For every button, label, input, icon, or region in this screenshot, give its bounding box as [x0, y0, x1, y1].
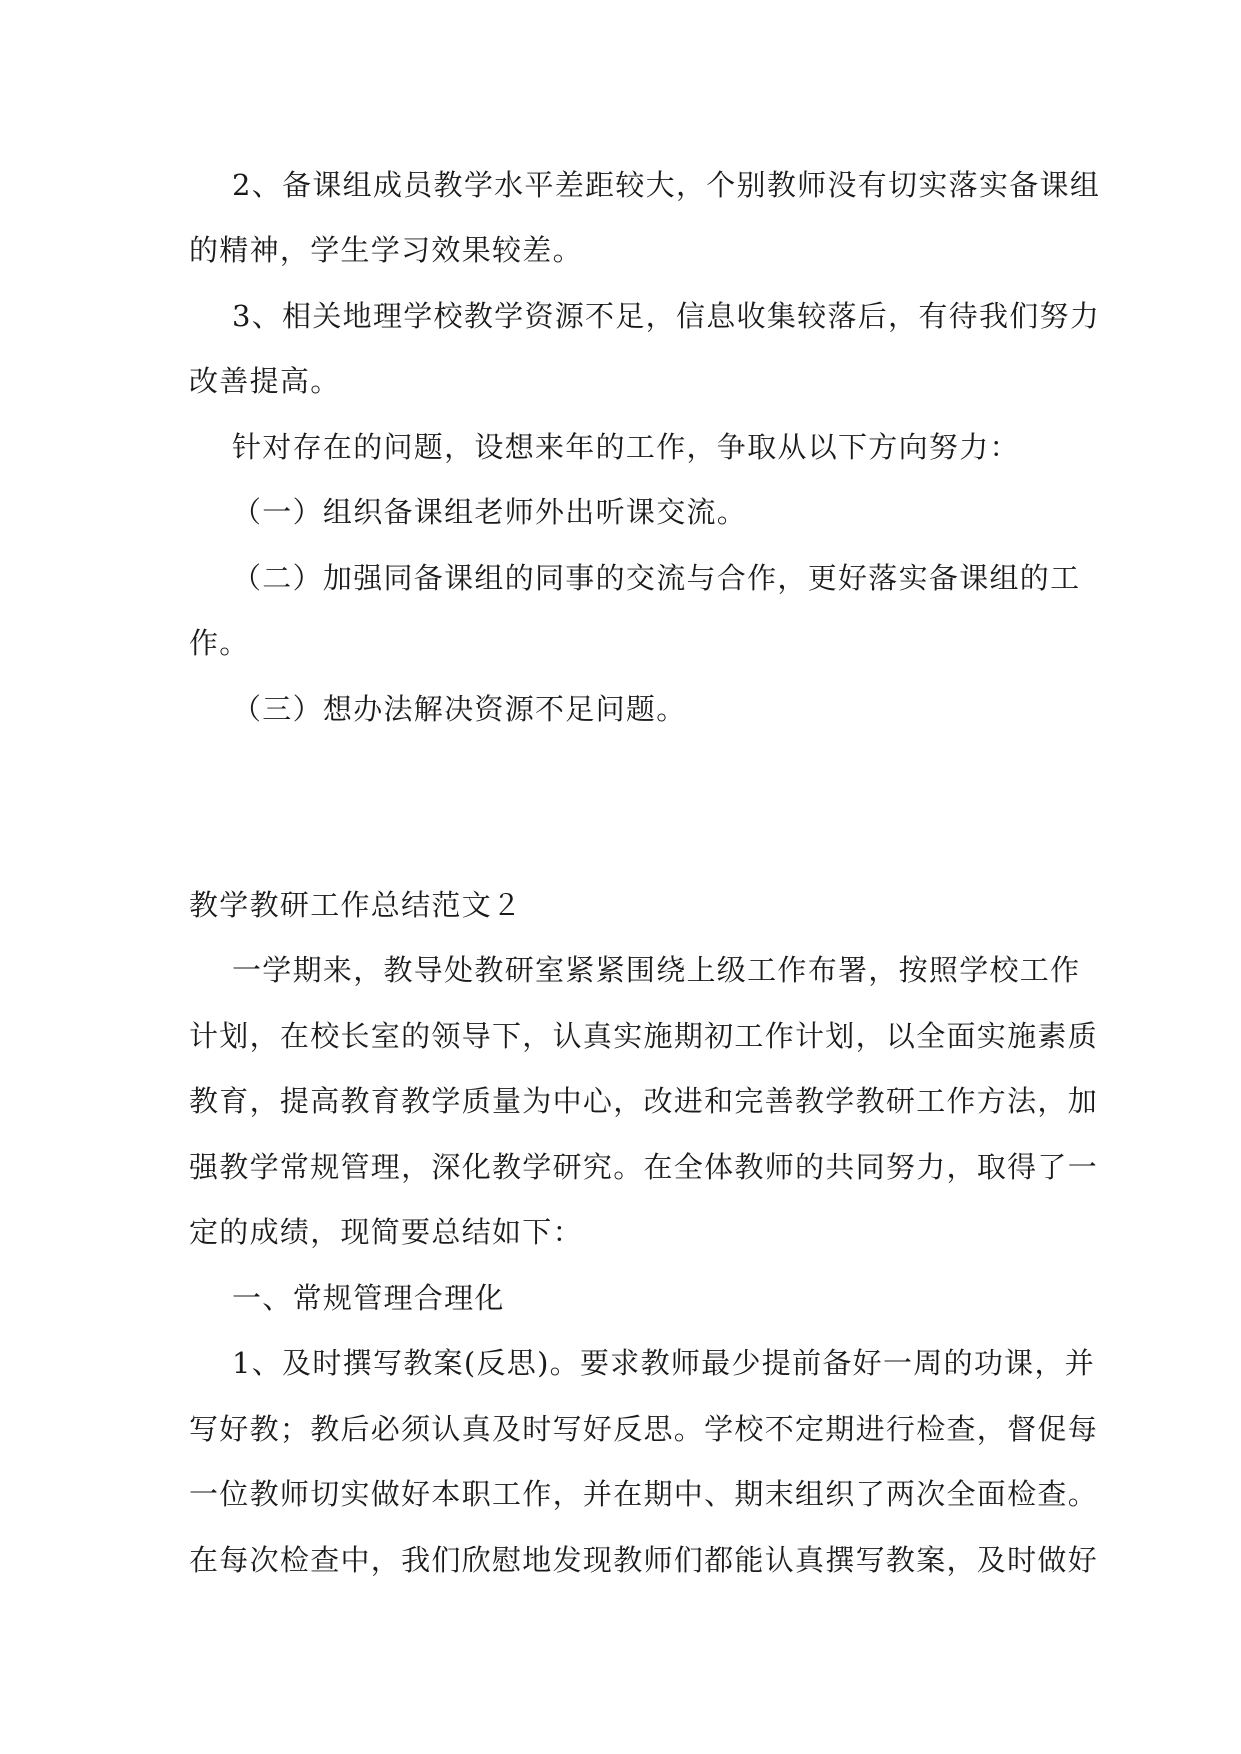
paragraph-line: 的精神，学生学习效果较差。 — [189, 233, 583, 267]
paragraph-line: 强教学常规管理，深化教学研究。在全体教师的共同努力，取得了一 — [189, 1150, 1099, 1184]
list-item: （一）组织备课组老师外出听课交流。 — [232, 495, 748, 529]
list-item: （二）加强同备课组的同事的交流与合作，更好落实备课组的工 — [232, 561, 1081, 595]
paragraph-line: 定的成绩，现简要总结如下： — [189, 1215, 583, 1249]
paragraph-line: 一学期来，教导处教研室紧紧围绕上级工作布署，按照学校工作 — [232, 953, 1081, 987]
paragraph-line: 1、及时撰写教案(反思)。要求教师最少提前备好一周的功课，并 — [232, 1346, 1096, 1380]
paragraph-line: 针对存在的问题，设想来年的工作，争取从以下方向努力： — [232, 430, 1020, 464]
paragraph-line: 在每次检查中，我们欣慰地发现教师们都能认真撰写教案，及时做好 — [189, 1543, 1099, 1577]
subheading: 一、常规管理合理化 — [232, 1281, 505, 1315]
paragraph-line: 计划，在校长室的领导下，认真实施期初工作计划，以全面实施素质 — [189, 1019, 1099, 1053]
paragraph-line: 3、相关地理学校教学资源不足，信息收集较落后，有待我们努力 — [232, 299, 1101, 333]
paragraph-line: 教育，提高教育教学质量为中心，改进和完善教学教研工作方法，加 — [189, 1084, 1099, 1118]
paragraph-line: 写好教；教后必须认真及时写好反思。学校不定期进行检查，督促每 — [189, 1412, 1099, 1446]
paragraph-line: 一位教师切实做好本职工作，并在期中、期末组织了两次全面检查。 — [189, 1477, 1099, 1511]
section-heading: 教学教研工作总结范文２ — [189, 888, 523, 922]
list-item: 作。 — [189, 626, 250, 660]
paragraph-line: 改善提高。 — [189, 364, 341, 398]
list-item: （三）想办法解决资源不足问题。 — [232, 692, 687, 726]
paragraph-line: 2、备课组成员教学水平差距较大，个别教师没有切实落实备课组 — [232, 168, 1101, 202]
